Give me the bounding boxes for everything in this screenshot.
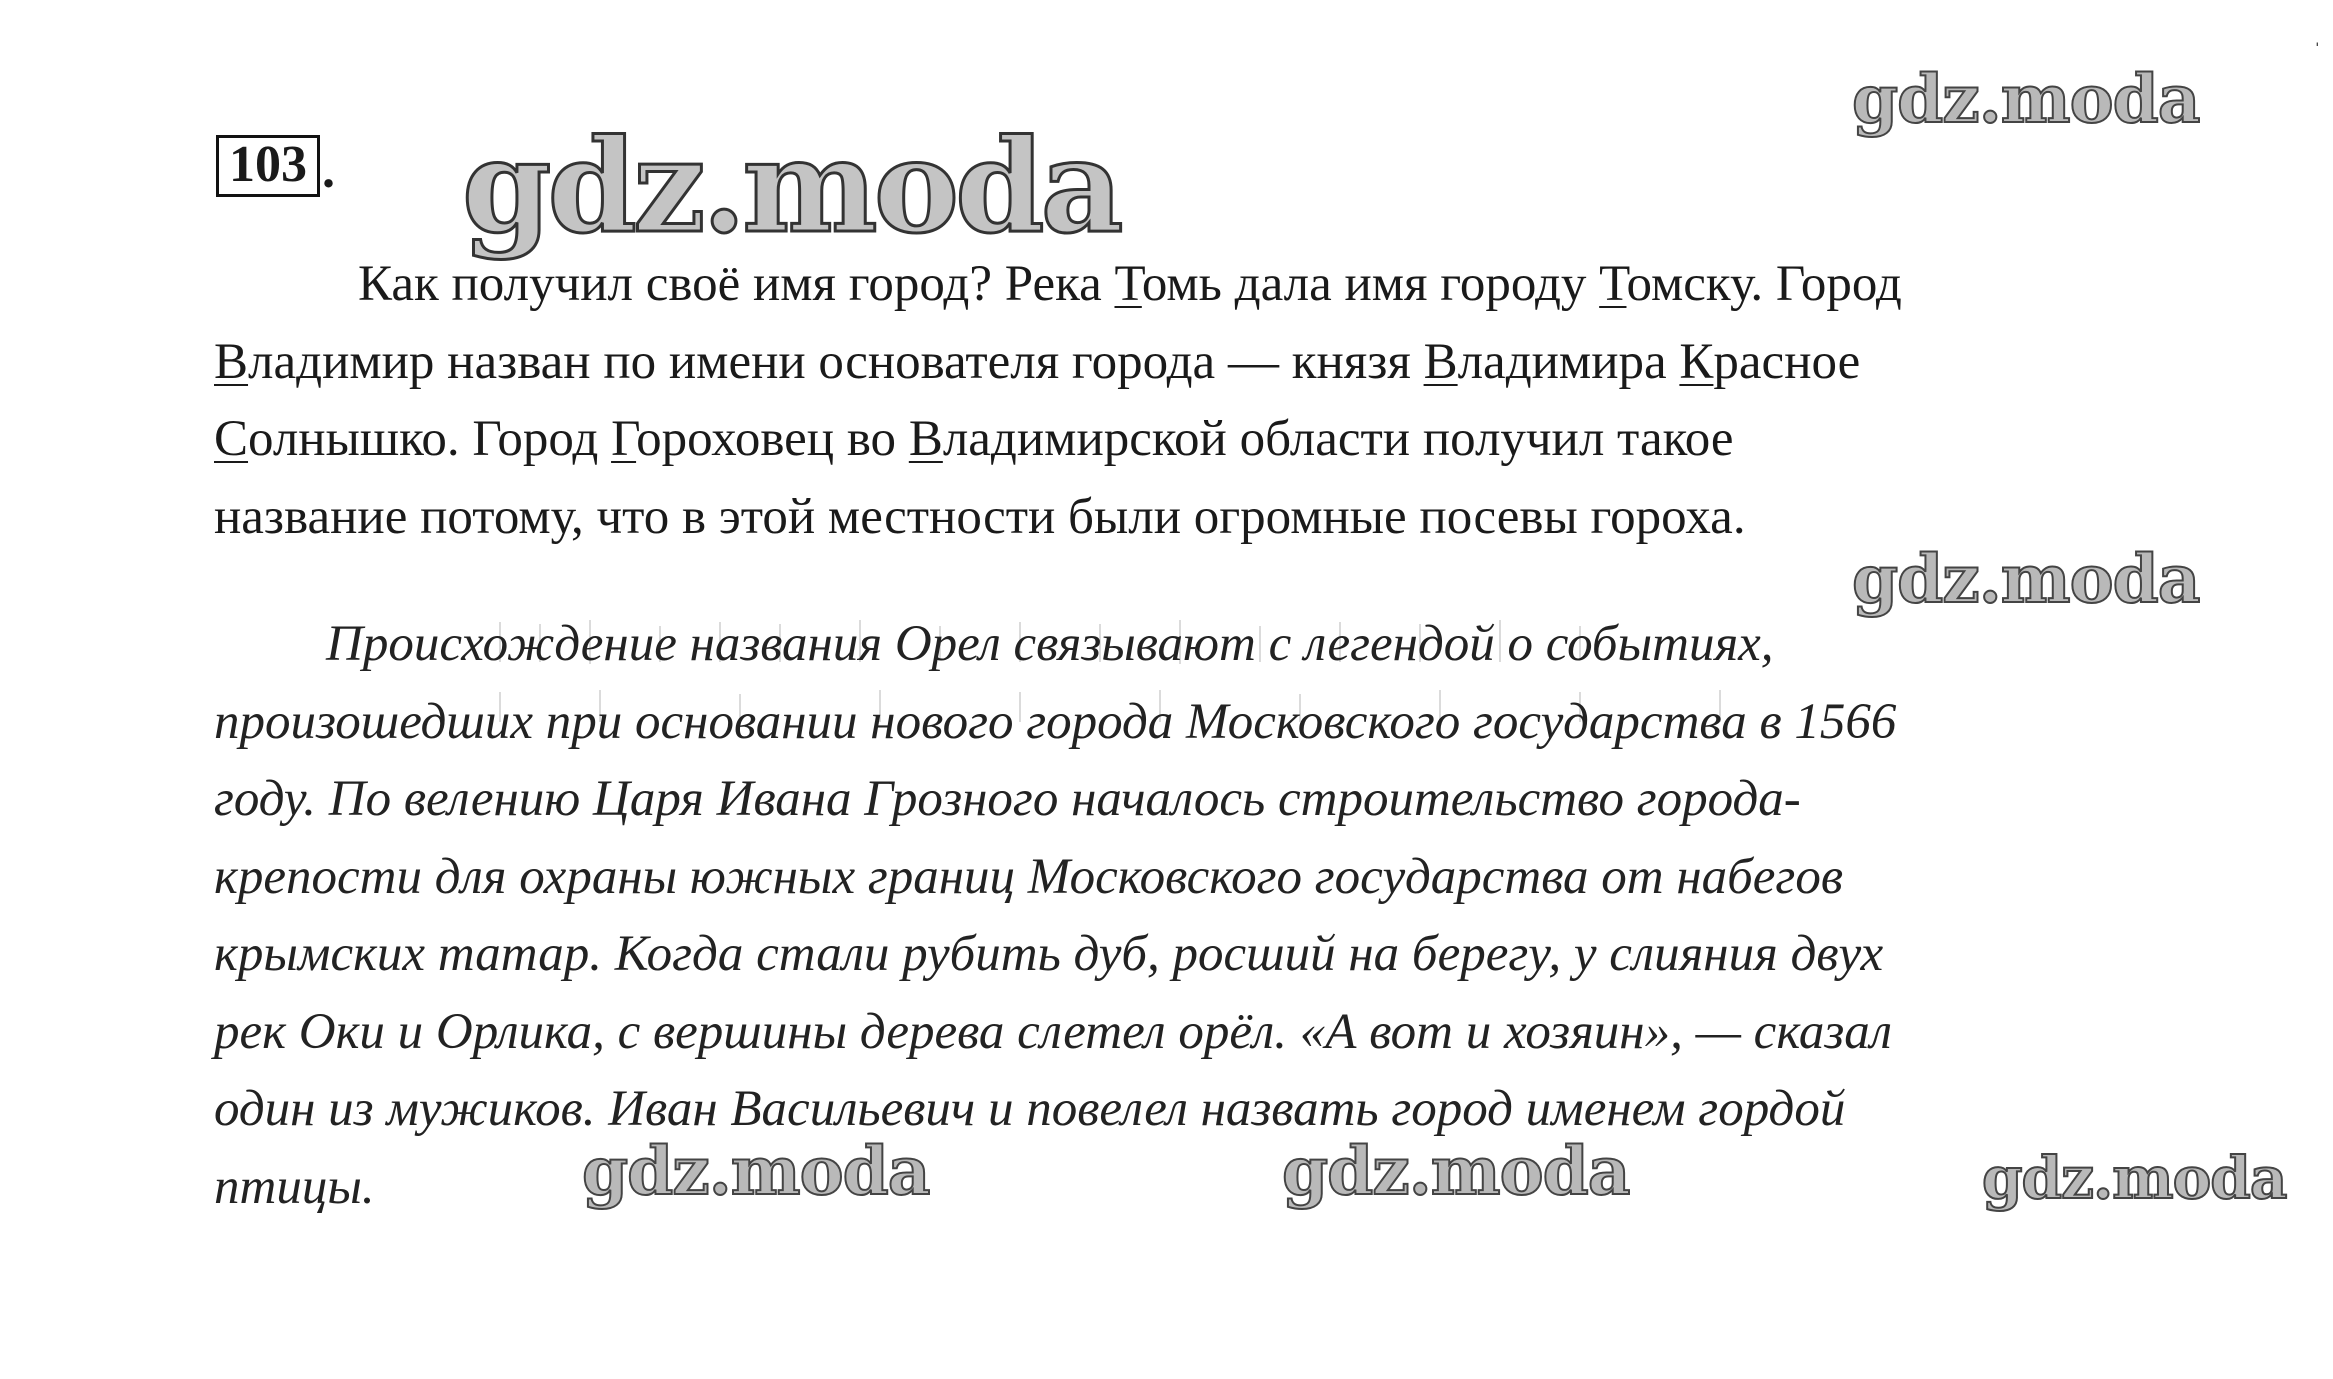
exercise-number-box: 103 — [216, 135, 320, 197]
watermark-bottom-left: gdz.moda — [582, 1132, 930, 1210]
paragraph1-line-1: Как получил своё имя город? Река Томь дала имя городу Томску. Город — [358, 256, 1902, 312]
underlined-letter: Т — [1114, 256, 1142, 312]
underlined-letter: В — [1423, 333, 1458, 390]
watermark-middle-right: gdz.moda — [1852, 540, 2200, 618]
underlined-letter: В — [908, 411, 943, 467]
watermark-top-right: gdz.moda — [1852, 60, 2200, 138]
paragraph2-line-3: году. По велению Царя Ивана Грозного началось строительство города- — [214, 771, 1801, 827]
paragraph2-line-2: произошедших при основании нового города Московского государства в 1566 — [214, 693, 1897, 750]
underlined-letter: С — [214, 411, 249, 467]
paragraph2-line-7: один из мужиков. Иван Васильевич и повелел назвать город именем гордой — [214, 1081, 1846, 1137]
paragraph1-line-2: Владимир назван по имени основателя города — князя Владимира Красное — [214, 333, 1861, 390]
exercise-number-dot: . — [322, 142, 335, 199]
exercise-number — [216, 135, 335, 197]
paragraph2-line-8: птицы. — [214, 1158, 375, 1215]
paragraph1-line-3: Солнышко. Город Гороховец во Владимирской области получил такое — [214, 411, 1734, 467]
paragraph1-line-4: название потому, что в этой местности были огромные посевы гороха. — [214, 488, 1746, 545]
watermark-large: gdz.moda — [462, 112, 1120, 262]
paragraph-tomsk — [214, 246, 2174, 556]
paragraph2-line-5: крымских татар. Когда стали рубить дуб, росший на берегу, у слияния двух — [214, 926, 1884, 982]
underlined-letter: Т — [1599, 256, 1627, 312]
underlined-letter: К — [1679, 333, 1714, 390]
underlined-letter: Г — [611, 411, 637, 467]
paragraph2-line-4: крепости для охраны южных границ Московского государства от набегов — [214, 848, 1843, 905]
watermark-bottom-middle: gdz.moda — [1282, 1132, 1630, 1210]
underlined-letter: В — [214, 333, 249, 390]
watermark-bottom-right: gdz.moda — [1982, 1144, 2287, 1212]
paragraph-orel — [214, 606, 2174, 1226]
corner-tick-mark: ˈ — [2313, 38, 2321, 63]
paragraph2-line-6: рек Оки и Орлика, с вершины дерева слетел орёл. «А вот и хозяин», — сказал — [214, 1003, 1893, 1060]
paragraph2-line-1: Происхождение названия Орел связывают с легендой о событиях, — [326, 616, 1774, 672]
